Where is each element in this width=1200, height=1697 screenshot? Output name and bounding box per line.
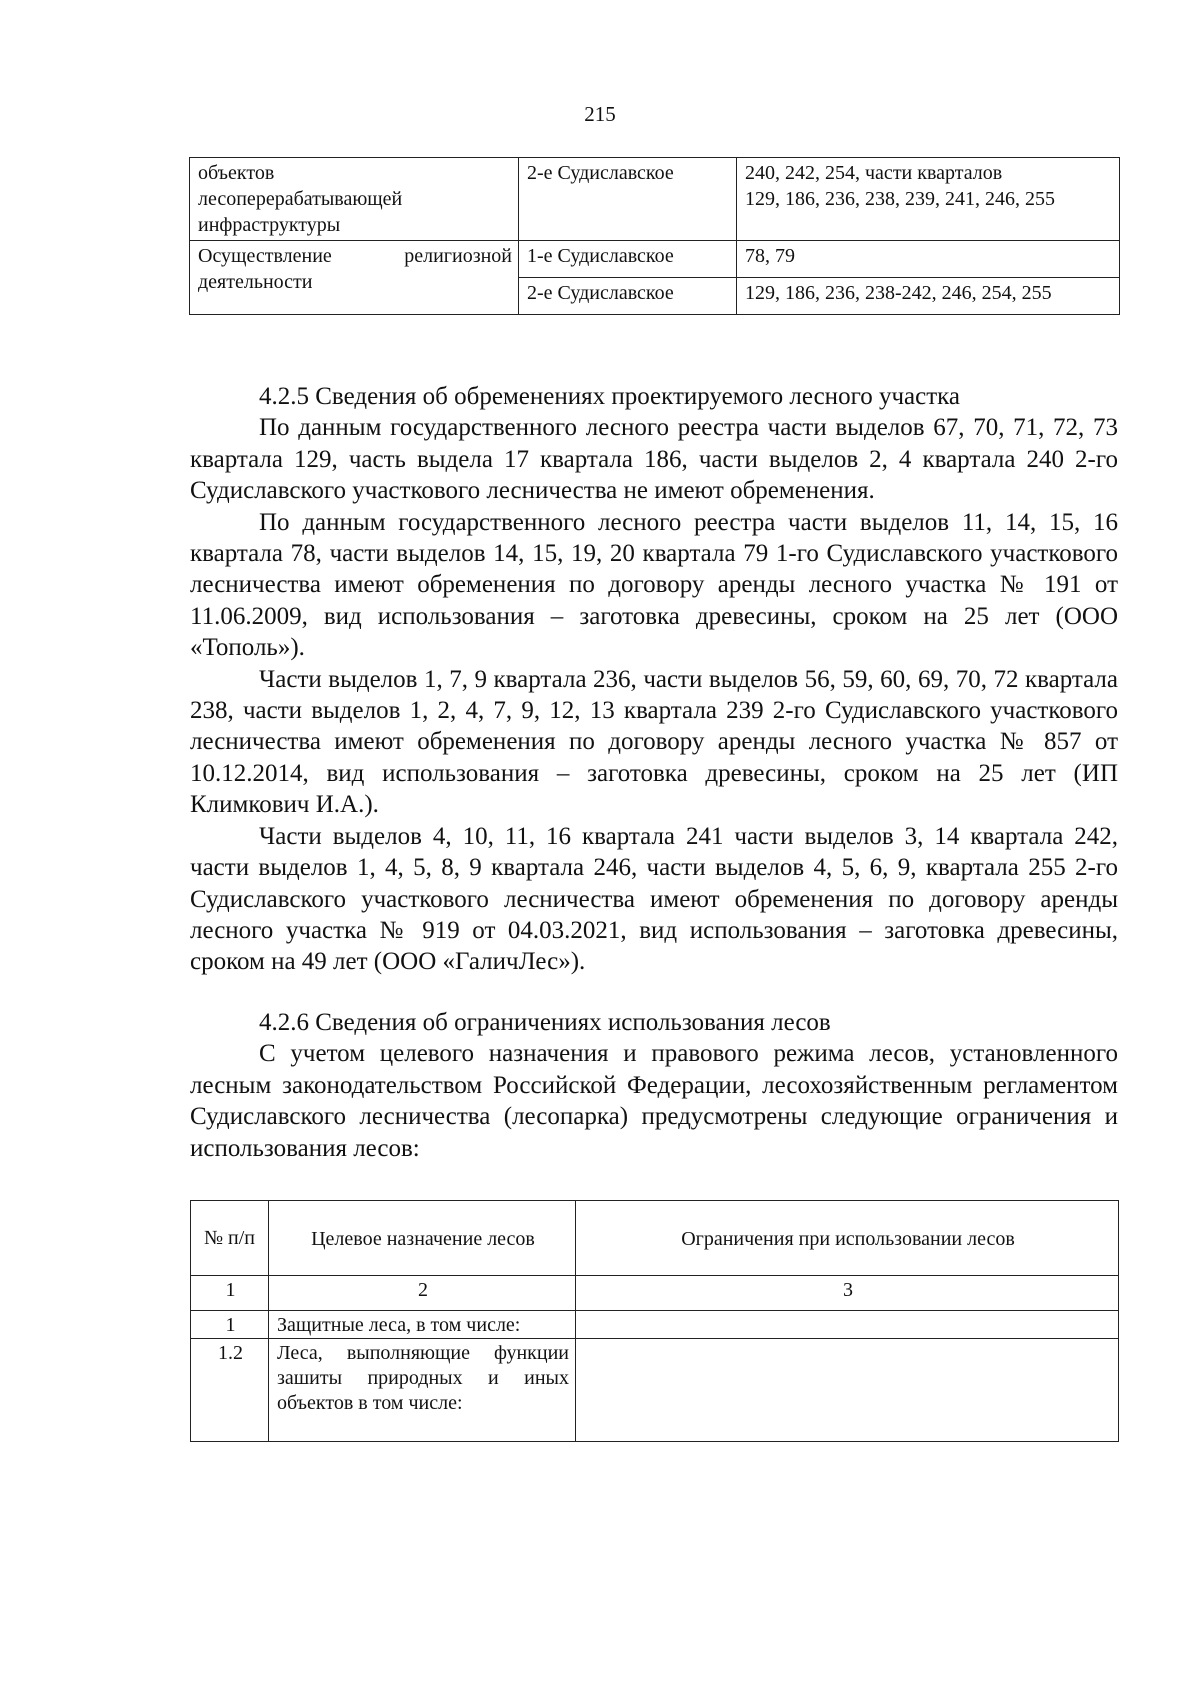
cell-text: 129, 186, 236, 238-242, 246, 254, 255: [745, 282, 1052, 304]
allocation-table: [189, 157, 1120, 315]
table-row: [190, 158, 1120, 241]
restrictions-cell: [576, 1339, 1119, 1442]
table-header-row: [191, 1201, 1119, 1276]
table-row: [191, 1311, 1119, 1339]
table-cell-purpose: [190, 241, 519, 315]
index-cell: 2: [269, 1276, 576, 1311]
paragraph: По данным государственного лесного реестра части выделов 11, 14, 15, 16 квартала 78, части выделов 14, 15, 19, 20 квартала 79 1-го Судиславского участкового лесничества имеют обременения по договору аренды лесного участка № 191 от 11.06.2009, вид использования – заготовка древесины, сроком на 25 лет (ООО «Тополь»).: [190, 508, 1118, 662]
paragraph: Части выделов 4, 10, 11, 16 квартала 241 части выделов 3, 14 квартала 242, части выделов 1, 4, 5, 8, 9 квартала 246, части выделов 4, 5, 6, 9, квартала 255 2-го Судиславского участкового лесничества имеют обременения по договору аренды лесного участка № 919 от 04.03.2021, вид использования – заготовка древесины, сроком на 49 лет (ООО «ГаличЛес»).: [190, 822, 1118, 976]
cell-line: инфраструктуры: [198, 214, 341, 236]
row-number-cell: 1.2: [191, 1339, 269, 1442]
cell-line: 240, 242, 254, части кварталов: [745, 162, 1003, 184]
section-4-2-5: [190, 381, 1118, 978]
index-cell: 1: [191, 1276, 269, 1311]
table-row: [190, 241, 1120, 278]
restrictions-table: [190, 1200, 1119, 1442]
cell-line: лесоперерабатывающей: [198, 188, 403, 210]
cell-text: 2-е Судиславское: [527, 162, 674, 184]
header-text: № п/п: [203, 1226, 256, 1249]
table-cell-forestry: [519, 158, 737, 241]
page-number: 215: [584, 102, 616, 126]
cell-line: Осуществление религиозной: [198, 245, 512, 267]
cell-line: объектов: [198, 162, 275, 184]
section-heading: 4.2.5 Сведения об обременениях проектируемого лесного участка: [259, 383, 961, 410]
cell-text: 2-е Судиславское: [527, 282, 674, 304]
paragraph: По данным государственного лесного реестра части выделов 67, 70, 71, 72, 73 квартала 129, часть выдела 17 квартала 186, части выделов 2, 4 квартала 240 2-го Судиславского участкового лесничества не имеют обременения.: [190, 414, 1118, 505]
table-index-row: [191, 1276, 1119, 1311]
header-cell-restrictions: [576, 1201, 1119, 1276]
paragraph: Части выделов 1, 7, 9 квартала 236, части выделов 56, 59, 60, 69, 70, 72 квартала 238, части выделов 1, 2, 4, 7, 9, 12, 13 квартала 239 2-го Судиславского участкового лесничества имеют обременения по договору аренды лесного участка № 857 от 10.12.2014, вид использования – заготовка древесины, сроком на 25 лет (ИП Климкович И.А.).: [190, 665, 1118, 819]
table-cell-quarters: [737, 158, 1120, 241]
cell-text: 78, 79: [745, 245, 795, 267]
index-cell: 3: [576, 1276, 1119, 1311]
section-heading: 4.2.6 Сведения об ограничениях использования лесов: [259, 1009, 831, 1036]
header-cell-purpose: [269, 1201, 576, 1276]
table-cell-forestry: [519, 278, 737, 315]
row-number-cell: 1: [191, 1311, 269, 1339]
table-cell-purpose: [190, 158, 519, 241]
table-row: [191, 1339, 1119, 1442]
table-cell-quarters: [737, 241, 1120, 278]
restrictions-cell: [576, 1311, 1119, 1339]
table-cell-quarters: [737, 278, 1120, 315]
cell-text: 1-е Судиславское: [527, 245, 674, 267]
section-4-2-6: [190, 1007, 1118, 1164]
paragraph: С учетом целевого назначения и правового режима лесов, установленного лесным законодательством Российской Федерации, лесохозяйственным регламентом Судиславского лесничества (лесопарка) предусмотрены следующие ограничения и использования лесов:: [190, 1040, 1118, 1162]
table-cell-forestry: [519, 241, 737, 278]
cell-line: деятельности: [198, 271, 313, 293]
header-text: Целевое назначение лесов: [311, 1227, 535, 1250]
header-cell-number: [191, 1201, 269, 1276]
cell-line: 129, 186, 236, 238, 239, 241, 246, 255: [745, 188, 1055, 210]
purpose-cell: Защитные леса, в том числе:: [269, 1311, 576, 1339]
purpose-cell: Леса, выполняющие функции зашиты природных и иных объектов в том числе:: [269, 1339, 576, 1442]
header-text: Ограничения при использовании лесов: [681, 1227, 1015, 1250]
